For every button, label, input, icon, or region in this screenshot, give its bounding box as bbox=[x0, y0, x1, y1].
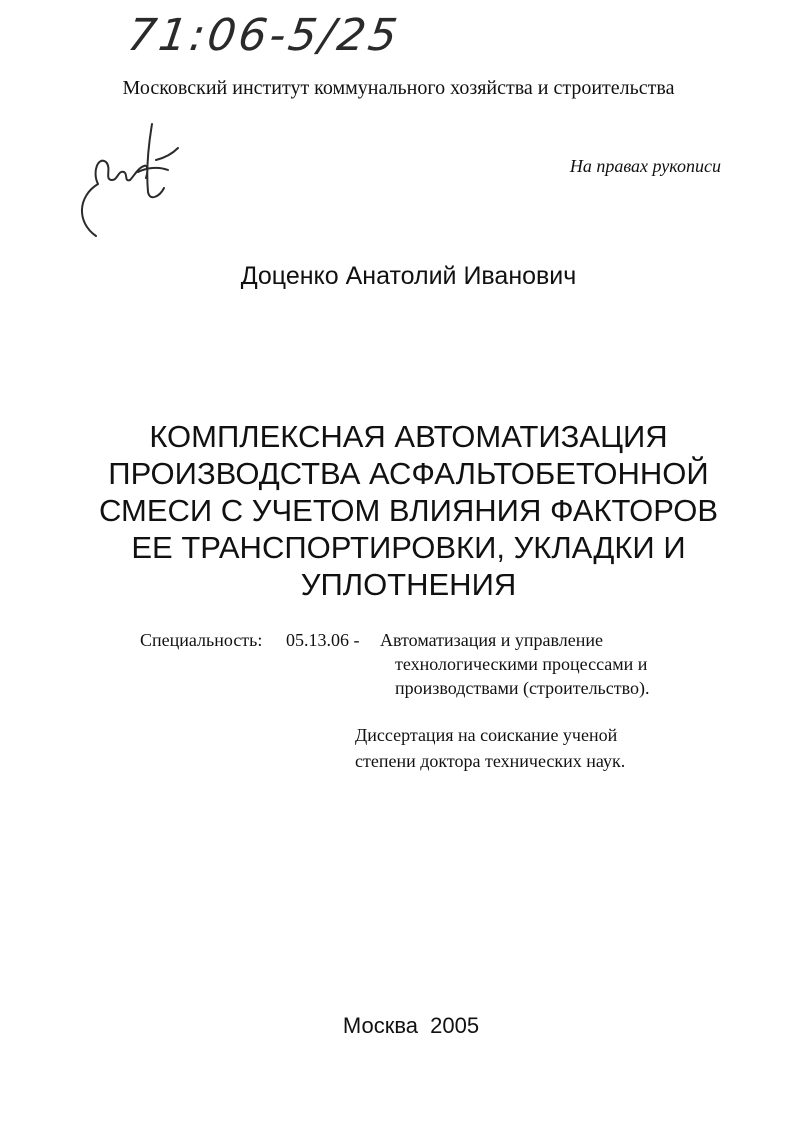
manuscript-note: На правах рукописи bbox=[569, 156, 721, 176]
title-line: СМЕСИ С УЧЕТОМ ВЛИЯНИЯ ФАКТОРОВ bbox=[98, 493, 719, 528]
specialty-line: технологическими процессами и bbox=[395, 654, 648, 674]
dissertation-line: степени доктора технических наук. bbox=[355, 751, 626, 771]
specialty-line: производствами (строительство). bbox=[395, 678, 650, 698]
title-line: ЕЕ ТРАНСПОРТИРОВКИ, УКЛАДКИ И bbox=[131, 530, 686, 565]
title-line: ПРОИЗВОДСТВА АСФАЛЬТОБЕТОННОЙ bbox=[108, 456, 709, 491]
city-year: Москва 2005 bbox=[342, 1013, 480, 1038]
title-line: УПЛОТНЕНИЯ bbox=[300, 567, 517, 602]
specialty-description bbox=[380, 628, 650, 700]
dissertation-title bbox=[60, 418, 757, 603]
dissertation-note bbox=[355, 722, 625, 774]
handwritten-catalog-number: 71:06-5/25 bbox=[124, 10, 404, 61]
institute-name: Московский институт коммунального хозяйства и строительства bbox=[122, 77, 675, 99]
title-line: КОМПЛЕКСНАЯ АВТОМАТИЗАЦИЯ bbox=[149, 419, 668, 454]
specialty-label: Специальность: bbox=[140, 630, 263, 650]
author-name: Доценко Анатолий Иванович bbox=[240, 262, 577, 290]
specialty-code: 05.13.06 - bbox=[286, 630, 360, 650]
handwritten-signature bbox=[68, 118, 188, 238]
specialty-line: Автоматизация и управление bbox=[380, 630, 604, 650]
dissertation-line: Диссертация на соискание ученой bbox=[355, 725, 618, 745]
